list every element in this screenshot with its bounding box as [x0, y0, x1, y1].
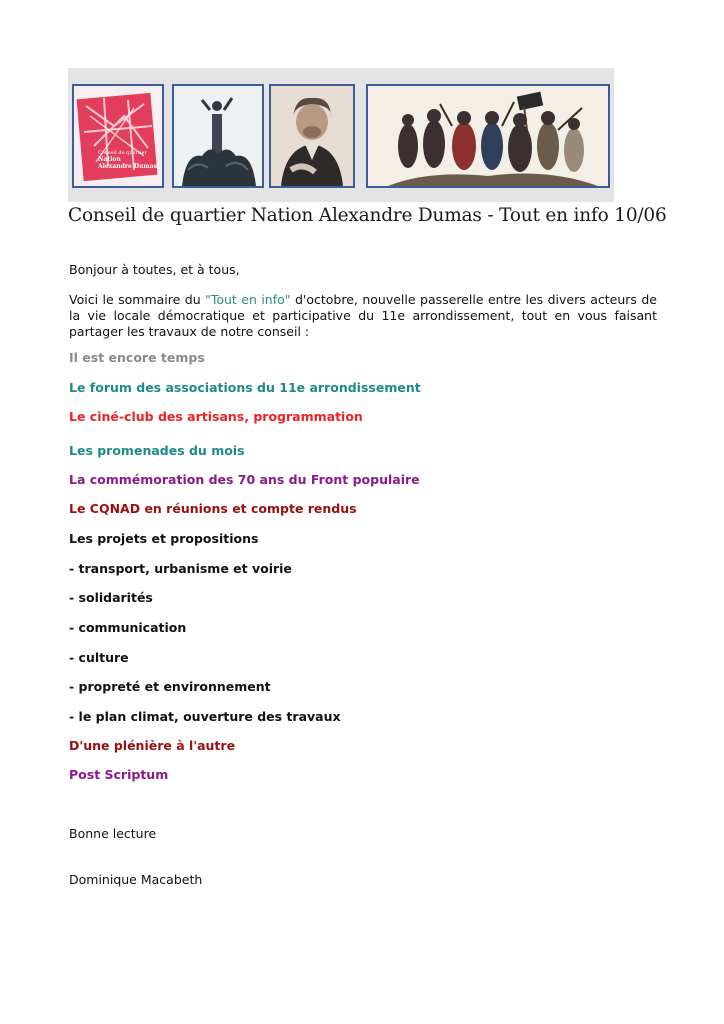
sommaire-item: Les projets et propositions	[69, 531, 259, 546]
sommaire-item[interactable]: Les promenades du mois	[69, 443, 245, 458]
sommaire-item[interactable]: - transport, urbanisme et voirie	[69, 561, 292, 576]
sommaire-item[interactable]: - solidarités	[69, 590, 153, 605]
statue-image	[174, 86, 262, 186]
sommaire-item[interactable]: Il est encore temps	[69, 350, 205, 365]
quartier-logo-image	[74, 86, 162, 186]
greeting-text: Bonjour à toutes, et à tous,	[69, 262, 240, 277]
closing-text: Bonne lecture	[69, 826, 157, 841]
svg-text:Conseil de quartier: Conseil de quartier	[98, 150, 147, 156]
banner-logo-frame	[72, 84, 164, 188]
intro-text-before: Voici le sommaire du	[69, 292, 206, 307]
intro-text-after: d'octobre, nouvelle passerelle entre les divers acteurs de la vie locale démocratique et participative du 11e arrondissement, tout en vous faisant partager les travaux de notre conseil :	[69, 292, 657, 339]
signature-text: Dominique Macabeth	[69, 872, 203, 887]
sommaire-item[interactable]: - le plan climat, ouverture des travaux	[69, 709, 341, 724]
sommaire-item[interactable]: - communication	[69, 620, 187, 635]
sommaire-item[interactable]: Le CQNAD en réunions et compte rendus	[69, 501, 357, 516]
revolution-crowd-image	[368, 86, 608, 186]
sommaire-item[interactable]: D'une plénière à l'autre	[69, 738, 236, 753]
banner-statue-frame	[172, 84, 264, 188]
sommaire-item[interactable]: Post Scriptum	[69, 767, 169, 782]
tout-en-info-link[interactable]: "Tout en info"	[205, 292, 291, 307]
svg-text:Alexandre Dumas: Alexandre Dumas	[98, 163, 158, 170]
dumas-portrait-image	[271, 86, 353, 186]
sommaire-item[interactable]: Le forum des associations du 11e arrondissement	[69, 380, 421, 395]
sommaire-item[interactable]: - culture	[69, 650, 129, 665]
banner-crowd-frame	[366, 84, 610, 188]
page-title: Conseil de quartier Nation Alexandre Dumas - Tout en info 10/06	[68, 205, 667, 226]
banner-portrait-frame	[269, 84, 355, 188]
sommaire-item[interactable]: - propreté et environnement	[69, 679, 271, 694]
svg-text:Nation: Nation	[98, 156, 121, 163]
sommaire-item[interactable]: La commémoration des 70 ans du Front populaire	[69, 472, 420, 487]
header-banner	[68, 68, 614, 202]
intro-paragraph	[69, 292, 657, 340]
sommaire-item[interactable]: Le ciné-club des artisans, programmation	[69, 409, 363, 424]
